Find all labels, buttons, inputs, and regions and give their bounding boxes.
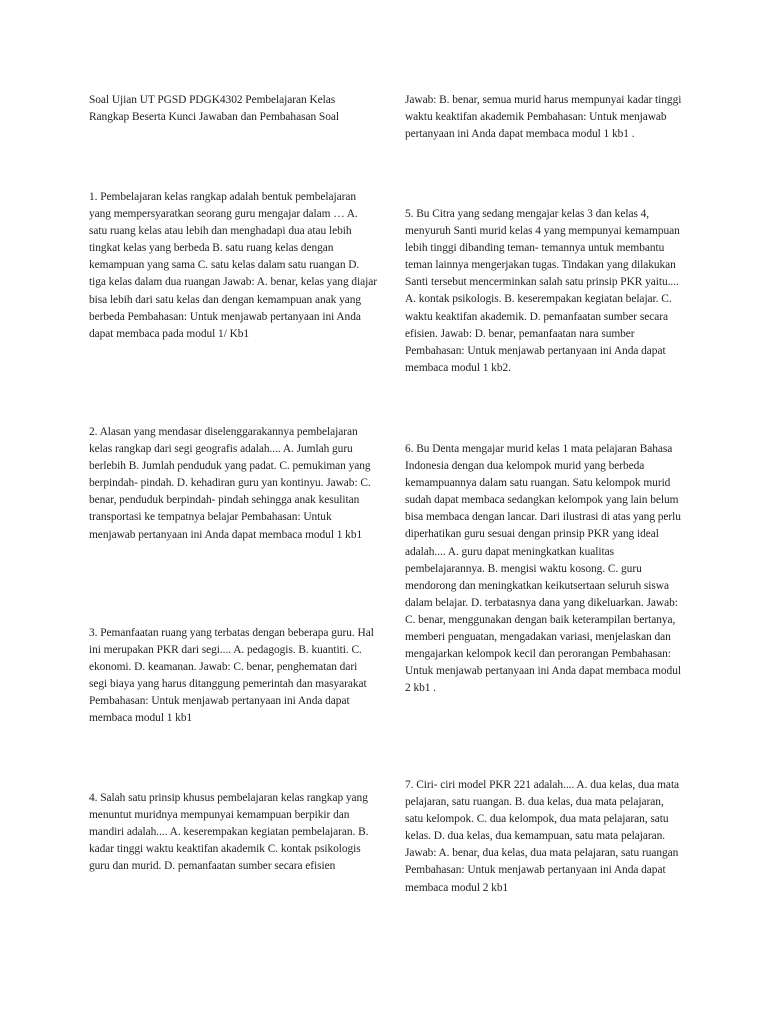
question-4-answer: Jawab: B. benar, semua murid harus mempunyai kadar tinggi waktu keaktifan akademik Pembahasan: Untuk menjawab pertanyaan ini Anda dapat membaca modul 1 kb1 . (405, 94, 682, 141)
document-title: Soal Ujian UT PGSD PDGK4302 Pembelajaran Kelas Rangkap Beserta Kunci Jawaban dan Pembahasan Soal (89, 94, 339, 124)
question-5: 5. Bu Citra yang sedang mengajar kelas 3 dan kelas 4, menyuruh Santi murid kelas 4 yang mempunyai kemampuan lebih tinggi dibanding teman- temannya untuk membantu teman lainnya mengerjakan tugas. Tindakan yang dilakukan Santi tersebut mencerminkan salah satu prinsip PKR yaitu.... A. kontak psikologis. B. keserempakan kegiatan belajar. C. waktu keaktifan akademik. D. pemanfaatan sumber secara efisien. Jawab: D. benar, pemanfaatan nara sumber Pembahasan: Untuk menjawab pertanyaan ini Anda dapat membaca modul 1 kb2. (405, 208, 680, 374)
question-2: 2. Alasan yang mendasar diselenggarakannya pembelajaran kelas rangkap dari segi geografis adalah.... A. Jumlah guru berlebih B. Jumlah penduduk yang padat. C. pemukiman yang berpindah- pindah. D. kehadiran guru yan kontinyu. Jawab: C. benar, penduduk berpindah- pindah sehingga anak kesulitan transportasi ke tempatnya belajar Pembahasan: Untuk menjawab pertanyaan ini Anda dapat membaca modul 1 kb1 (89, 426, 371, 541)
question-4: 4. Salah satu prinsip khusus pembelajaran kelas rangkap yang menuntut muridnya mempunyai kemampuan berpikir dan mandiri adalah.... A. keserempakan kegiatan pembelajaran. B. kadar tinggi waktu keaktifan akademik C. kontak psikologis guru dan murid. D. pemanfaatan sumber secara efisien (89, 792, 369, 873)
question-7: 7. Ciri- ciri model PKR 221 adalah.... A. dua kelas, dua mata pelajaran, satu ruangan. B. dua kelas, dua mata pelajaran, satu kelompok. C. dua kelompok, dua mata pelajaran, satu kelas. D. dua kelas, dua kemampuan, satu mata pelajaran. Jawab: A. benar, dua kelas, dua mata pelajaran, satu ruangan Pembahasan: Untuk menjawab pertanyaan ini Anda dapat membaca modul 2 kb1 (405, 779, 680, 894)
question-1: 1. Pembelajaran kelas rangkap adalah bentuk pembelajaran yang mempersyaratkan seorang guru mengajar dalam … A. satu ruang kelas atau lebih dan menghadapi dua atau lebih tingkat kelas yang berbeda B. satu ruang kelas dengan kemampuan yang sama C. satu kelas dalam satu ruangan D. tiga kelas dalam dua ruangan Jawab: A. benar, kelas yang diajar bisa lebih dari satu kelas dan dengan kemampuan anak yang berbeda Pembahasan: Untuk menjawab pertanyaan ini Anda dapat membaca pada modul 1/ Kb1 (89, 191, 378, 340)
question-6: 6. Bu Denta mengajar murid kelas 1 mata pelajaran Bahasa Indonesia dengan dua kelompok murid yang berbeda kemampuannya dalam satu ruangan. Satu kelompok murid sudah dapat membaca sedangkan kelompok yang lain belum bisa membaca dengan lancar. Dari ilustrasi di atas yang perlu diperhatikan guru sesuai dengan prinsip PKR yang ideal adalah.... A. guru dapat meningkatkan kualitas pembelajarannya. B. mengisi waktu kosong. C. guru mendorong dan meningkatkan keikutsertaan seluruh siswa dalam belajar. D. terbatasnya dana yang dikeluarkan. Jawab: C. benar, menggunakan dengan baik keterampilan bertanya, memberi penguatan, mengadakan variasi, menjelaskan dan mengajarkan kelompok kecil dan perorangan Pembahasan: Untuk menjawab pertanyaan ini Anda dapat membaca modul 2 kb1 . (405, 443, 681, 695)
question-3: 3. Pemanfaatan ruang yang terbatas dengan beberapa guru. Hal ini merupakan PKR dari segi.... A. pedagogis. B. kuantiti. C. ekonomi. D. keamanan. Jawab: C. benar, penghematan dari segi biaya yang harus ditanggung pemerintah dan masyarakat Pembahasan: Untuk menjawab pertanyaan ini Anda dapat membaca modul 1 kb1 (89, 627, 374, 725)
